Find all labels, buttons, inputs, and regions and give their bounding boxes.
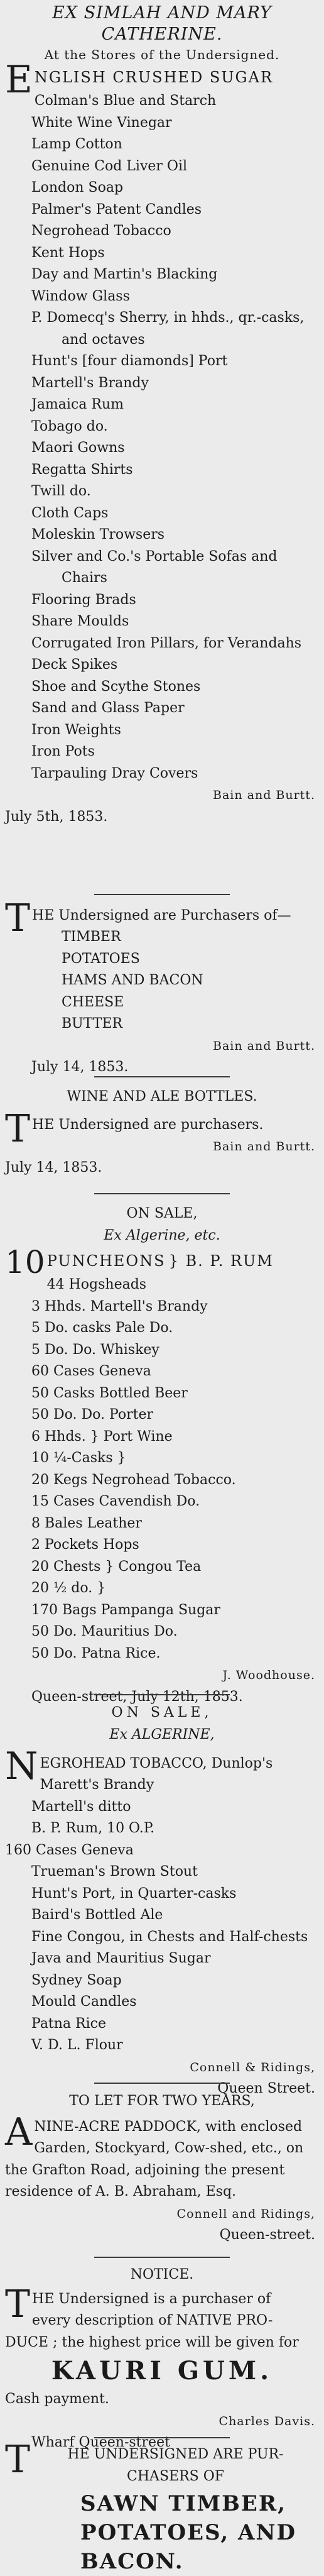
list-item: Maori Gowns	[31, 440, 125, 456]
ad-to-let-paddock	[5, 2091, 319, 2247]
list-item: Sand and Glass Paper	[31, 700, 185, 716]
list-item: Regatta Shirts	[31, 461, 133, 478]
list-item: Cloth Caps	[31, 505, 109, 521]
drop-cap: A	[5, 2110, 33, 2154]
list-item: and octaves	[62, 331, 145, 348]
list-item: Colman's Blue and Starch	[34, 93, 217, 109]
list-item: 5 Do. casks Pale Do.	[31, 1320, 173, 1336]
list-item: B. P. Rum, 10 O.P.	[31, 1820, 155, 1836]
list-item: HAMS AND BACON	[62, 972, 203, 988]
list-item: Tarpauling Dray Covers	[31, 765, 198, 781]
signature: Bain and Burtt.	[212, 1038, 315, 1053]
list-item: POTATOES	[62, 950, 140, 967]
list-item: Iron Weights	[31, 722, 121, 738]
kauri-gum-heading: KAURI GUM.	[51, 2356, 273, 2386]
lead-number: 10	[5, 1244, 45, 1280]
list-item: CHEESE	[62, 994, 124, 1010]
big-item: POTATOES, AND	[80, 2520, 296, 2545]
lead-brace: } B. P. RUM	[168, 1252, 274, 1270]
big-item: SAWN TIMBER,	[80, 2491, 286, 2516]
signature: Connell and Ridings,	[176, 2206, 315, 2221]
divider	[94, 2257, 230, 2258]
list-item: 50 Do. Patna Rice.	[31, 1645, 161, 1661]
list-item: Twill do.	[31, 483, 91, 499]
list-item: 6 Hhds. } Port Wine	[31, 1428, 173, 1445]
list-item: Patna Rice	[31, 2015, 106, 2032]
lead-line: HE Undersigned are Purchasers of—	[32, 908, 291, 923]
ad-title: EX SIMLAH AND MARY CATHERINE.	[52, 3, 272, 44]
ad-simlah-mary-catherine	[5, 3, 319, 828]
list-item: 170 Bags Pampanga Sugar	[31, 1602, 220, 1618]
list-item: 5 Do. Do. Whiskey	[31, 1341, 159, 1358]
drop-cap: E	[5, 58, 33, 102]
list-item: Deck Spikes	[31, 657, 118, 673]
ad-title: ON SALE,	[111, 1705, 213, 1720]
lead-line: EGROHEAD TOBACCO, Dunlop's	[40, 1756, 273, 1771]
list-item: V. D. L. Flour	[31, 2037, 123, 2053]
list-item: Negrohead Tobacco	[31, 223, 171, 239]
lead-line: NGLISH CRUSHED SUGAR	[34, 69, 274, 86]
list-item: the Grafton Road, adjoining the present	[5, 2162, 285, 2178]
list-item: Baird's Bottled Ale	[31, 1907, 163, 1923]
ad-subtitle: Ex Algerine, etc.	[104, 1227, 220, 1243]
list-item: every description of NATIVE PRO-	[32, 2313, 273, 2328]
body-text	[5, 2110, 319, 2203]
list-item: Genuine Cod Liver Oil	[31, 158, 188, 174]
list-item: P. Domecq's Sherry, in hhds., qr.-casks,	[31, 310, 305, 326]
signature: J. Woodhouse.	[222, 1668, 315, 1682]
list-item: HE Undersigned is a purchaser of	[32, 2291, 271, 2307]
list-item: 8 Bales Leather	[31, 1515, 142, 1531]
date-line: July 14, 1853.	[31, 1059, 129, 1075]
ad-title: ON SALE,	[126, 1206, 198, 1221]
list-item: Share Moulds	[31, 614, 129, 629]
drop-cap: T	[5, 1106, 31, 1151]
list-item: Jamaica Rum	[31, 397, 124, 412]
ad-purchasers-timber	[5, 896, 319, 1079]
ad-title: WINE AND ALE BOTTLES.	[67, 1089, 257, 1104]
list-item: 20 Chests } Congou Tea	[31, 1558, 202, 1575]
list-item: Moleskin Trowsers	[31, 527, 165, 542]
drop-cap: T	[5, 2282, 31, 2326]
list-item: CHASERS OF	[127, 2468, 224, 2484]
list-item: 44 Hogsheads	[46, 1277, 147, 1292]
date-line: Queen-street, July 12th, 1853.	[31, 1688, 243, 1705]
list-item: Chairs	[62, 570, 107, 586]
list-item: BUTTER	[62, 1016, 123, 1032]
big-items	[5, 2489, 319, 2576]
list-item: Fine Congou, in Chests and Half-chests	[31, 1929, 308, 1945]
list-item: Martell's ditto	[31, 1798, 131, 1815]
list-item: 50 Do. Mauritius Do.	[31, 1624, 178, 1639]
item-list	[5, 1274, 319, 1665]
divider	[94, 2083, 230, 2084]
list-item: Tobago do.	[31, 418, 108, 434]
list-item: Flooring Brads	[31, 592, 136, 608]
list-item: TIMBER	[62, 929, 121, 945]
signature-place: Queen Street.	[217, 2081, 315, 2096]
ad-on-sale-algerine-etc	[5, 1203, 319, 1708]
item-list	[5, 927, 319, 1035]
list-item: 10 ¼-Casks }	[31, 1450, 126, 1466]
list-item: Corrugated Iron Pillars, for Verandahs	[31, 635, 302, 651]
ad-title: NOTICE.	[130, 2267, 194, 2282]
list-item: NINE-ACRE PADDOCK, with enclosed	[34, 2118, 303, 2135]
date-line: July 5th, 1853.	[5, 808, 108, 825]
ad-subtitle: Ex ALGERINE,	[109, 1726, 215, 1742]
list-item: Window Glass	[31, 288, 130, 304]
list-item: Hunt's [four diamonds] Port	[31, 353, 228, 369]
body-text	[5, 2444, 319, 2487]
list-item: Marett's Brandy	[40, 1777, 154, 1793]
list-item: Lamp Cotton	[31, 136, 122, 152]
list-item: Kent Hops	[31, 245, 105, 261]
signature-place: Wharf Queen-street	[31, 2435, 170, 2450]
list-item: London Soap	[31, 180, 124, 195]
ad-sawn-timber-items	[5, 2489, 319, 2576]
drop-cap: N	[5, 1744, 38, 1788]
list-item: 20 ½ do. }	[31, 1580, 106, 1596]
list-item: Iron Pots	[31, 744, 95, 759]
list-item: Garden, Stockyard, Cow-shed, etc., on	[34, 2140, 304, 2156]
list-item: Palmer's Patent Candles	[31, 201, 202, 217]
ad-subtitle: At the Stores of the Undersigned.	[44, 47, 280, 62]
divider	[94, 1694, 230, 1695]
ad-notice-kauri-gum	[5, 2264, 319, 2454]
list-item: 160 Cases Geneva	[5, 1842, 134, 1858]
body-text	[5, 2289, 319, 2354]
signature: Bain and Burtt.	[212, 1139, 315, 1153]
list-item: 3 Hhds. Martell's Brandy	[31, 1298, 208, 1314]
signature: Bain and Burtt.	[212, 788, 315, 802]
list-item: DUCE ; the highest price will be given for	[5, 2334, 299, 2350]
divider	[94, 1076, 230, 1077]
ad-on-sale-ex-algerine	[5, 1702, 319, 2100]
signature-place: Queen-street.	[219, 2227, 315, 2243]
signature: Connell & Ridings,	[190, 2060, 315, 2074]
list-item: Shoe and Scythe Stones	[31, 678, 201, 695]
list-item: Hunt's Port, in Quarter-casks	[31, 1885, 237, 1902]
lead-line: HE Undersigned are purchasers.	[32, 1116, 264, 1133]
list-item: HE UNDERSIGNED ARE PUR-	[67, 2447, 284, 2462]
list-item: 50 Casks Bottled Beer	[31, 1385, 188, 1401]
ad-title: TO LET FOR TWO YEARS,	[69, 2093, 255, 2109]
list-item: Silver and Co.'s Portable Sofas and	[31, 548, 278, 564]
date-line: July 14, 1853.	[5, 1160, 102, 1175]
list-item: Sydney Soap	[31, 1972, 122, 1988]
divider	[94, 894, 230, 895]
list-item: White Wine Vinegar	[31, 114, 172, 131]
list-item: 20 Kegs Negrohead Tobacco.	[31, 1472, 236, 1488]
ad-wine-ale-bottles	[5, 1086, 319, 1179]
list-item: Trueman's Brown Stout	[31, 1864, 198, 1880]
list-item: Martell's Brandy	[31, 375, 149, 391]
list-item: 50 Do. Do. Porter	[31, 1407, 154, 1423]
list-item: Day and Martin's Blacking	[31, 267, 218, 282]
list-item: Java and Mauritius Sugar	[31, 1951, 211, 1966]
list-item: Mould Candles	[31, 1994, 137, 2010]
signature: Charles Davis.	[219, 2414, 315, 2428]
lead-line: PUNCHEONS	[46, 1252, 166, 1270]
item-list	[5, 1775, 319, 2057]
list-item: residence of A. B. Abraham, Esq.	[5, 2184, 237, 2199]
divider	[94, 2437, 230, 2438]
item-list	[5, 91, 319, 784]
drop-cap: T	[5, 896, 31, 940]
cash-line: Cash payment.	[5, 2391, 109, 2407]
divider	[94, 1193, 230, 1194]
list-item: 60 Cases Geneva	[31, 1363, 151, 1379]
list-item: 15 Cases Cavendish Do.	[31, 1494, 200, 1509]
drop-cap: T	[5, 2438, 31, 2482]
list-item: 2 Pockets Hops	[31, 1537, 139, 1553]
big-item: BACON.	[80, 2549, 184, 2574]
